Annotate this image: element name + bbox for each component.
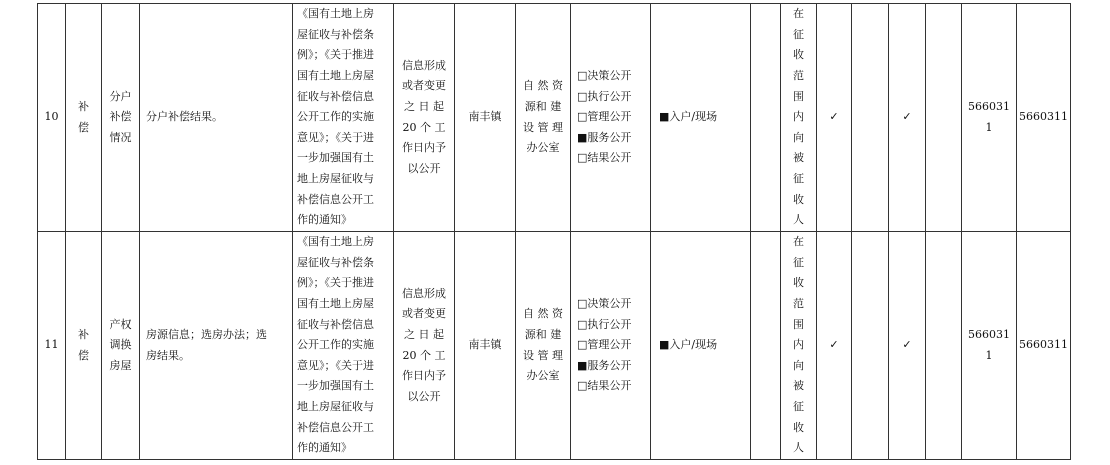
phone-cell: 5660311 — [1017, 4, 1071, 232]
channel-cell: ■入户/现场 — [651, 4, 751, 232]
empty-cell — [751, 4, 781, 232]
category-cell: 补 偿 — [66, 4, 102, 232]
empty-cell — [852, 232, 889, 460]
channel-cell: ■入户/现场 — [651, 232, 751, 460]
checkmark-icon: ✓ — [817, 4, 852, 232]
scope-cell: 在 征 收 范 围 内 向 被 征 收 人 — [781, 232, 817, 460]
stage-checklist: □决策公开 □执行公开 □管理公开 ■服务公开 □结果公开 — [571, 4, 651, 232]
empty-cell — [926, 232, 962, 460]
checkmark-icon: ✓ — [889, 4, 926, 232]
time-limit-cell: 信息形成 或者变更 之 日 起 20 个 工 作日内予 以公开 — [394, 232, 455, 460]
basis-cell: 《国有土地上房 屋征收与补偿条 例》；《关于推进 国有土地上房屋 征收与补偿信息 公开工作的实施 意见》；《关于进 一步加强国有土 地上房屋征收与 补偿信息公开工 作的通知》 — [293, 4, 394, 232]
phone-cell: 566031 1 — [962, 4, 1017, 232]
stage-checklist: □决策公开 □执行公开 □管理公开 ■服务公开 □结果公开 — [571, 232, 651, 460]
scope-cell: 在 征 收 范 围 内 向 被 征 收 人 — [781, 4, 817, 232]
table-row — [38, 4, 1071, 232]
row-number: 11 — [38, 232, 66, 460]
empty-cell — [751, 232, 781, 460]
checkmark-icon: ✓ — [817, 232, 852, 460]
phone-cell: 5660311 — [1017, 232, 1071, 460]
row-number: 10 — [38, 4, 66, 232]
subject-cell: 南丰镇 — [455, 232, 516, 460]
item-cell: 产权 调换 房屋 — [102, 232, 140, 460]
table-row — [38, 232, 1071, 460]
disclosure-table — [37, 3, 1071, 460]
department-cell: 自 然 资 源和 建 设 管 理 办公室 — [516, 232, 571, 460]
phone-cell: 566031 1 — [962, 232, 1017, 460]
content-cell: 分户补偿结果。 — [140, 4, 293, 232]
empty-cell — [852, 4, 889, 232]
basis-cell: 《国有土地上房 屋征收与补偿条 例》；《关于推进 国有土地上房屋 征收与补偿信息 公开工作的实施 意见》；《关于进 一步加强国有土 地上房屋征收与 补偿信息公开工 作的通知》 — [293, 232, 394, 460]
time-limit-cell: 信息形成 或者变更 之 日 起 20 个 工 作日内予 以公开 — [394, 4, 455, 232]
subject-cell: 南丰镇 — [455, 4, 516, 232]
content-cell: 房源信息；选房办法；选 房结果。 — [140, 232, 293, 460]
item-cell: 分户 补偿 情况 — [102, 4, 140, 232]
checkmark-icon: ✓ — [889, 232, 926, 460]
category-cell: 补 偿 — [66, 232, 102, 460]
department-cell: 自 然 资 源和 建 设 管 理 办公室 — [516, 4, 571, 232]
empty-cell — [926, 4, 962, 232]
